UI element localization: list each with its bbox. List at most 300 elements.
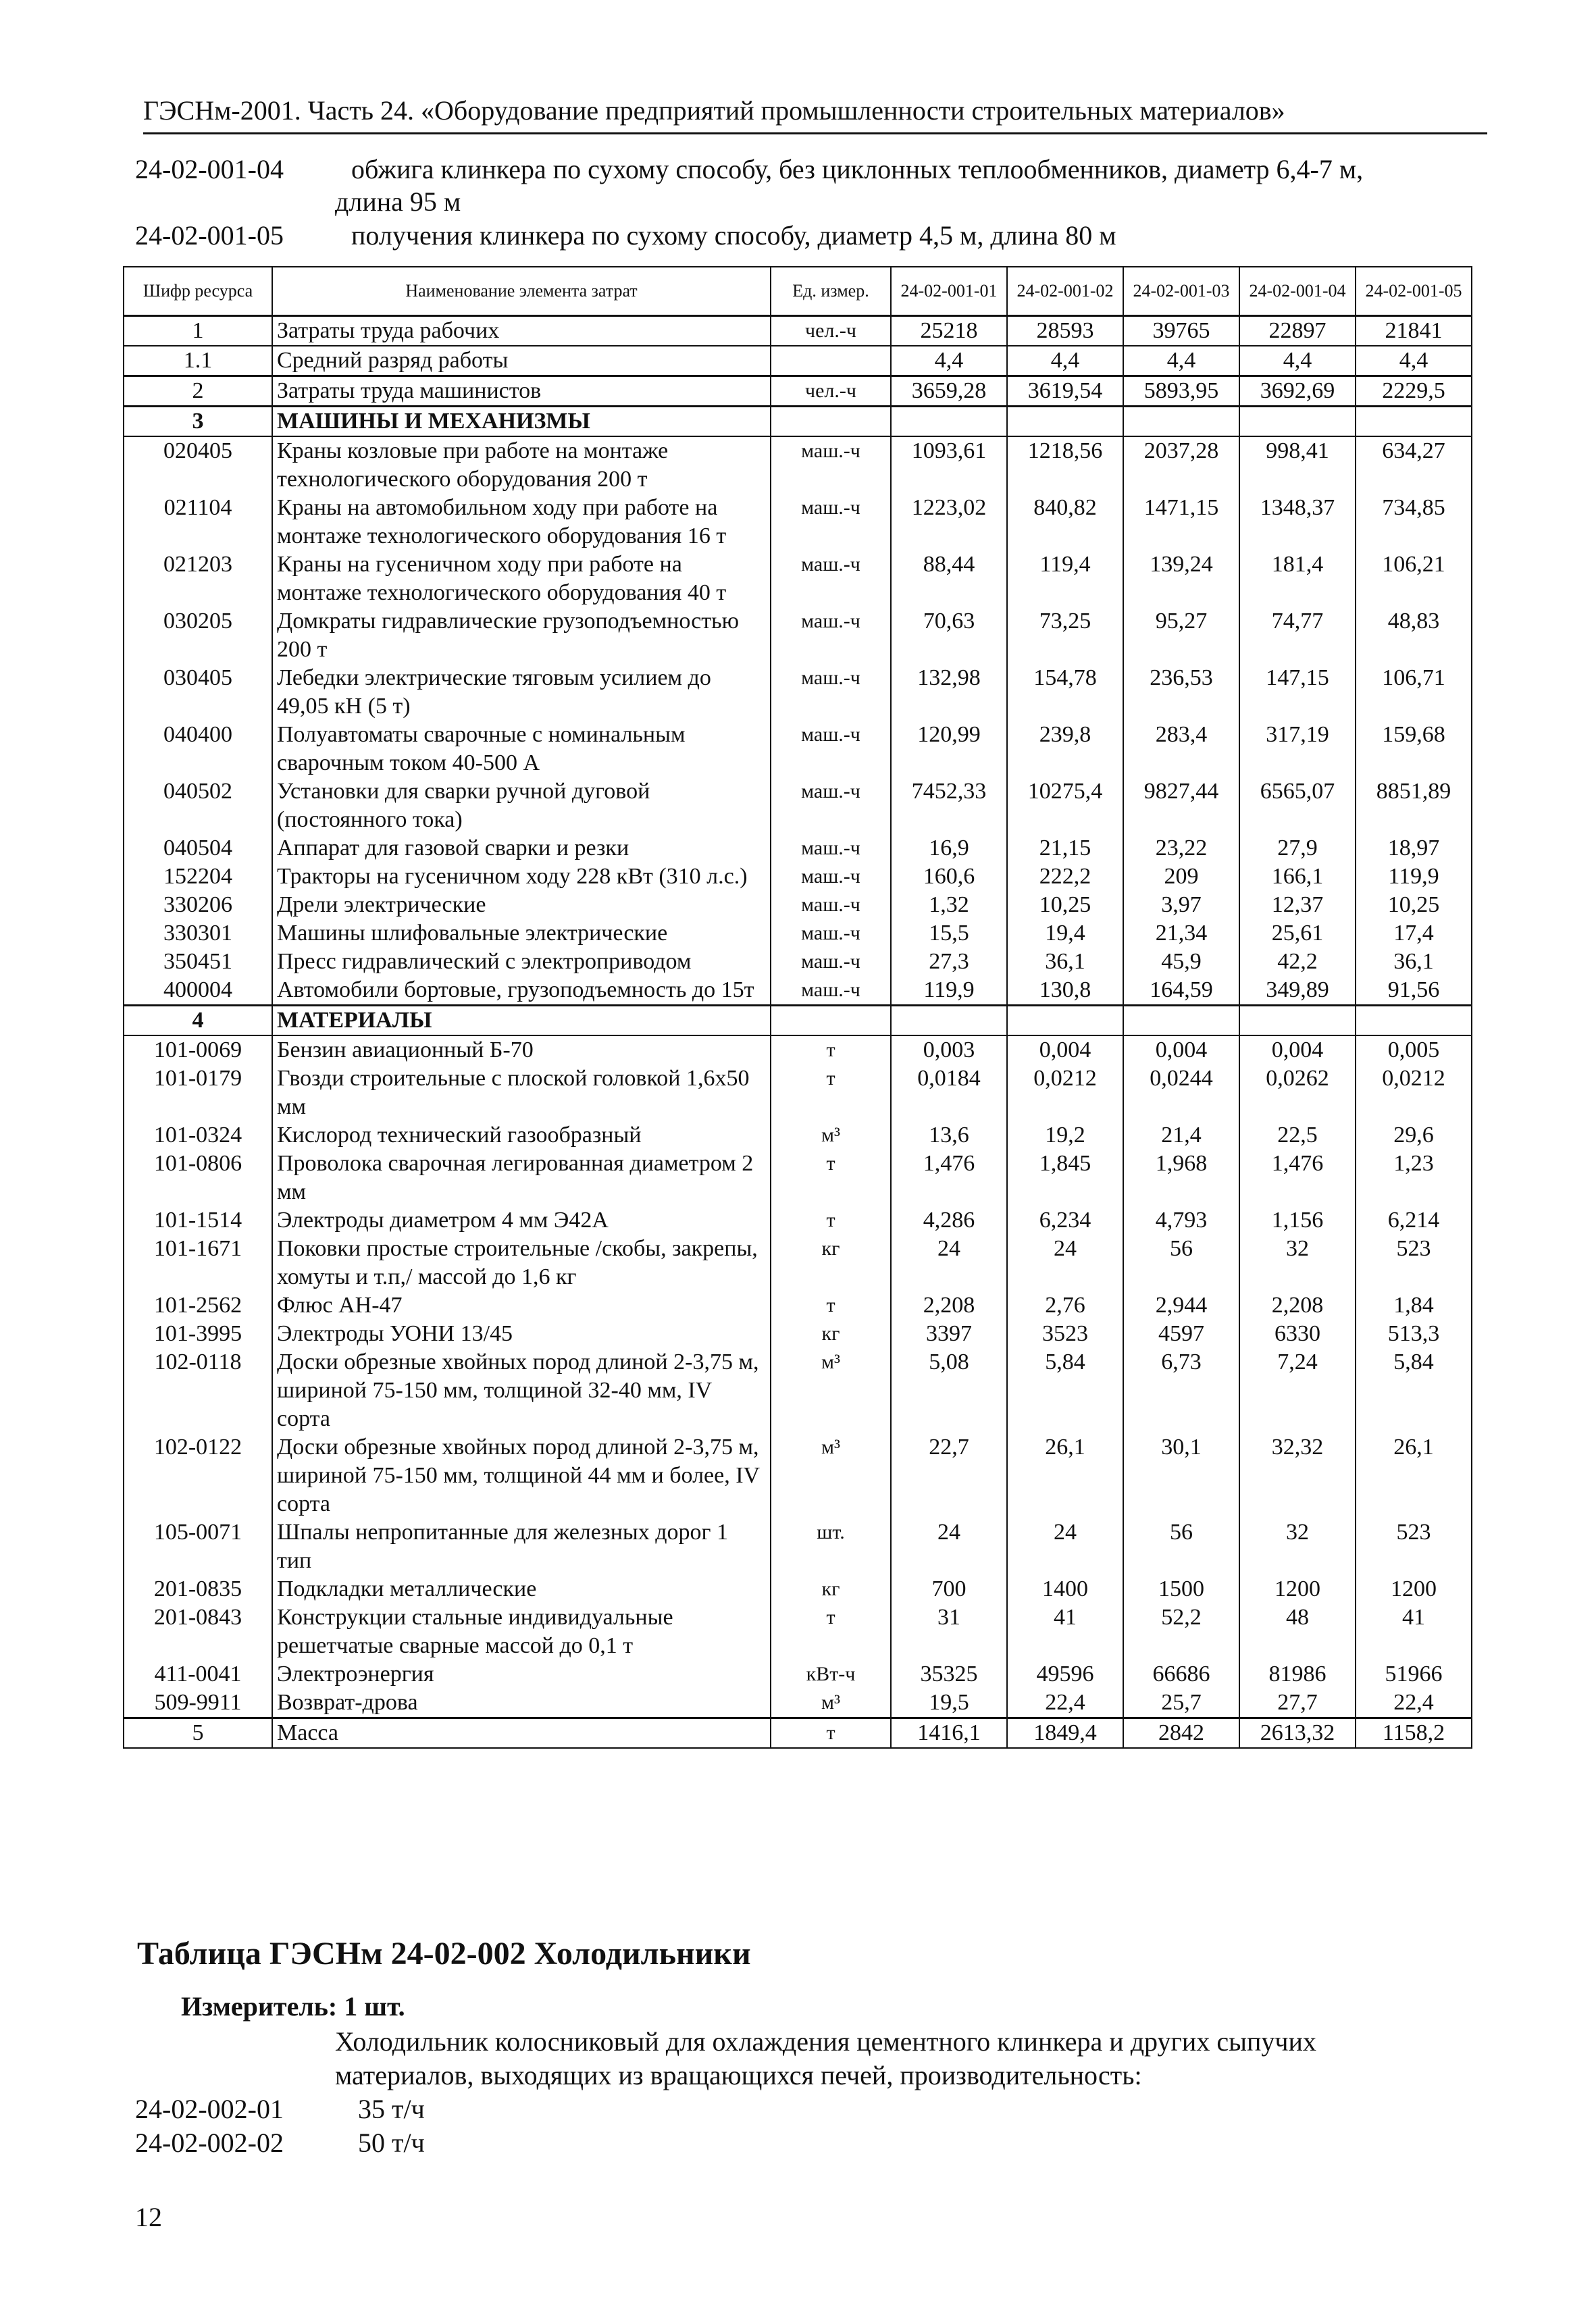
table-row bbox=[124, 1006, 1472, 1036]
cell-value: 5,08 bbox=[891, 1348, 1007, 1433]
cell-value: 3,97 bbox=[1123, 891, 1239, 919]
cell-unit: м³ bbox=[771, 1433, 891, 1518]
cell-unit: чел.-ч bbox=[771, 316, 891, 346]
resource-table bbox=[123, 266, 1472, 1749]
cell-value: 513,3 bbox=[1356, 1320, 1472, 1348]
cell-value: 1,476 bbox=[1239, 1150, 1356, 1206]
cell-value: 0,0244 bbox=[1123, 1064, 1239, 1121]
cell-value: 16,9 bbox=[891, 834, 1007, 863]
intro-desc: обжига клинкера по сухому способу, без циклонных теплообменников, диаметр 6,4-7 м, bbox=[351, 154, 1364, 184]
cell-name: Установки для сварки ручной дуговой (постоянного тока) bbox=[272, 777, 771, 834]
cell-value: 4,793 bbox=[1123, 1206, 1239, 1235]
cell-unit: кВт-ч bbox=[771, 1660, 891, 1689]
cell-name: Автомобили бортовые, грузоподъемность до 15т bbox=[272, 976, 771, 1006]
cell-value: 1,845 bbox=[1007, 1150, 1123, 1206]
cell-value: 1218,56 bbox=[1007, 436, 1123, 494]
cell-value: 3692,69 bbox=[1239, 376, 1356, 407]
cell-value: 6,73 bbox=[1123, 1348, 1239, 1433]
cell-unit: маш.-ч bbox=[771, 976, 891, 1006]
table-row bbox=[124, 1718, 1472, 1749]
cell-value: 29,6 bbox=[1356, 1121, 1472, 1150]
cell-name: Подкладки металлические bbox=[272, 1575, 771, 1603]
cell-value: 2,208 bbox=[891, 1291, 1007, 1320]
cell-unit: маш.-ч bbox=[771, 721, 891, 777]
cell-value: 2037,28 bbox=[1123, 436, 1239, 494]
table-row bbox=[124, 607, 1472, 664]
cell-value: 119,4 bbox=[1007, 550, 1123, 607]
cell-value: 8851,89 bbox=[1356, 777, 1472, 834]
cell-unit: м³ bbox=[771, 1348, 891, 1433]
cell-value: 4,4 bbox=[891, 346, 1007, 376]
table-row bbox=[124, 1689, 1472, 1718]
cell-name: Краны на автомобильном ходу при работе на монтаже технологического оборудования 16 т bbox=[272, 494, 771, 550]
cell-name: Возврат-дрова bbox=[272, 1689, 771, 1718]
cell-value: 52,2 bbox=[1123, 1603, 1239, 1660]
cell-value: 700 bbox=[891, 1575, 1007, 1603]
cell-value: 18,97 bbox=[1356, 834, 1472, 863]
header-col-5: 24-02-001-05 bbox=[1356, 267, 1472, 316]
cell-code: 350451 bbox=[124, 948, 272, 976]
cell-value: 6,214 bbox=[1356, 1206, 1472, 1235]
cell-value: 22,7 bbox=[891, 1433, 1007, 1518]
cell-value: 0,0212 bbox=[1356, 1064, 1472, 1121]
cell-value: 349,89 bbox=[1239, 976, 1356, 1006]
table-row bbox=[124, 1121, 1472, 1150]
cell-code: 3 bbox=[124, 407, 272, 437]
cell-value: 106,71 bbox=[1356, 664, 1472, 721]
cell-value: 9827,44 bbox=[1123, 777, 1239, 834]
cell-value bbox=[1239, 407, 1356, 437]
cell-value: 4,4 bbox=[1356, 346, 1472, 376]
cell-value: 32 bbox=[1239, 1518, 1356, 1575]
cell-value: 1,23 bbox=[1356, 1150, 1472, 1206]
table-row bbox=[124, 976, 1472, 1006]
cell-value: 0,0212 bbox=[1007, 1064, 1123, 1121]
cell-value: 48 bbox=[1239, 1603, 1356, 1660]
cell-name: Краны на гусеничном ходу при работе на монтаже технологического оборудования 40 т bbox=[272, 550, 771, 607]
cell-value: 132,98 bbox=[891, 664, 1007, 721]
cell-value: 27,9 bbox=[1239, 834, 1356, 863]
cell-unit: шт. bbox=[771, 1518, 891, 1575]
cell-code: 020405 bbox=[124, 436, 272, 494]
cell-unit: маш.-ч bbox=[771, 436, 891, 494]
table2-item-code: 24-02-002-01 bbox=[135, 2094, 284, 2124]
cell-code: 2 bbox=[124, 376, 272, 407]
cell-value: 5,84 bbox=[1007, 1348, 1123, 1433]
cell-name: Гвозди строительные с плоской головкой 1,6х50 мм bbox=[272, 1064, 771, 1121]
cell-code: 152204 bbox=[124, 863, 272, 891]
cell-value: 10,25 bbox=[1007, 891, 1123, 919]
cell-value: 1223,02 bbox=[891, 494, 1007, 550]
cell-value: 73,25 bbox=[1007, 607, 1123, 664]
table-row bbox=[124, 1291, 1472, 1320]
cell-unit bbox=[771, 1006, 891, 1036]
cell-value: 10275,4 bbox=[1007, 777, 1123, 834]
cell-value: 17,4 bbox=[1356, 919, 1472, 948]
cell-value: 1,32 bbox=[891, 891, 1007, 919]
cell-value: 2,208 bbox=[1239, 1291, 1356, 1320]
table-row bbox=[124, 1348, 1472, 1433]
table-row bbox=[124, 1035, 1472, 1064]
cell-code: 030405 bbox=[124, 664, 272, 721]
cell-unit: т bbox=[771, 1291, 891, 1320]
cell-value: 35325 bbox=[891, 1660, 1007, 1689]
cell-value: 22897 bbox=[1239, 316, 1356, 346]
table-row bbox=[124, 1064, 1472, 1121]
cell-name: Тракторы на гусеничном ходу 228 кВт (310 л.с.) bbox=[272, 863, 771, 891]
cell-value: 3619,54 bbox=[1007, 376, 1123, 407]
cell-value: 36,1 bbox=[1007, 948, 1123, 976]
cell-name: Кислород технический газообразный bbox=[272, 1121, 771, 1150]
cell-value: 56 bbox=[1123, 1235, 1239, 1291]
cell-value: 22,4 bbox=[1356, 1689, 1472, 1718]
cell-value: 27,7 bbox=[1239, 1689, 1356, 1718]
table-row bbox=[124, 1518, 1472, 1575]
cell-unit: маш.-ч bbox=[771, 494, 891, 550]
cell-value: 2229,5 bbox=[1356, 376, 1472, 407]
intro-desc-cont: длина 95 м bbox=[335, 186, 461, 217]
cell-value bbox=[891, 407, 1007, 437]
cell-value: 6,234 bbox=[1007, 1206, 1123, 1235]
table-row bbox=[124, 436, 1472, 494]
cell-code: 101-3995 bbox=[124, 1320, 272, 1348]
cell-unit: т bbox=[771, 1150, 891, 1206]
cell-value: 130,8 bbox=[1007, 976, 1123, 1006]
cell-value: 1849,4 bbox=[1007, 1718, 1123, 1749]
header-col-3: 24-02-001-03 bbox=[1123, 267, 1239, 316]
cell-unit: м³ bbox=[771, 1689, 891, 1718]
cell-value bbox=[1356, 1006, 1472, 1036]
cell-value: 13,6 bbox=[891, 1121, 1007, 1150]
cell-value: 222,2 bbox=[1007, 863, 1123, 891]
cell-unit: кг bbox=[771, 1235, 891, 1291]
table-row bbox=[124, 1660, 1472, 1689]
cell-unit: кг bbox=[771, 1575, 891, 1603]
cell-value: 41 bbox=[1356, 1603, 1472, 1660]
cell-value: 106,21 bbox=[1356, 550, 1472, 607]
cell-name: МАШИНЫ И МЕХАНИЗМЫ bbox=[272, 407, 771, 437]
table-row bbox=[124, 777, 1472, 834]
cell-code: 5 bbox=[124, 1718, 272, 1749]
cell-value: 159,68 bbox=[1356, 721, 1472, 777]
table-row bbox=[124, 664, 1472, 721]
table-row bbox=[124, 1235, 1472, 1291]
table2-item-value: 50 т/ч bbox=[358, 2128, 425, 2158]
table-row bbox=[124, 1320, 1472, 1348]
cell-value: 139,24 bbox=[1123, 550, 1239, 607]
cell-value: 164,59 bbox=[1123, 976, 1239, 1006]
cell-name: МАТЕРИАЛЫ bbox=[272, 1006, 771, 1036]
cell-value: 91,56 bbox=[1356, 976, 1472, 1006]
cell-value: 7452,33 bbox=[891, 777, 1007, 834]
table-row bbox=[124, 1433, 1472, 1518]
cell-value bbox=[891, 1006, 1007, 1036]
cell-name: Доски обрезные хвойных пород длиной 2-3,75 м, шириной 75-150 мм, толщиной 44 мм и более, IV сорта bbox=[272, 1433, 771, 1518]
cell-code: 1 bbox=[124, 316, 272, 346]
cell-unit: маш.-ч bbox=[771, 948, 891, 976]
table2-title: Таблица ГЭСНм 24-02-002 Холодильники bbox=[137, 1936, 751, 1972]
cell-value: 119,9 bbox=[891, 976, 1007, 1006]
cell-name: Средний разряд работы bbox=[272, 346, 771, 376]
cell-value: 51966 bbox=[1356, 1660, 1472, 1689]
cell-unit: т bbox=[771, 1206, 891, 1235]
cell-value: 634,27 bbox=[1356, 436, 1472, 494]
cell-value: 25,61 bbox=[1239, 919, 1356, 948]
cell-name: Электроэнергия bbox=[272, 1660, 771, 1689]
cell-value bbox=[1123, 1006, 1239, 1036]
cell-unit: маш.-ч bbox=[771, 664, 891, 721]
cell-value bbox=[1007, 1006, 1123, 1036]
cell-value: 154,78 bbox=[1007, 664, 1123, 721]
table-row bbox=[124, 1150, 1472, 1206]
cell-name: Электроды диаметром 4 мм Э42А bbox=[272, 1206, 771, 1235]
cell-code: 101-0806 bbox=[124, 1150, 272, 1206]
cell-value: 3397 bbox=[891, 1320, 1007, 1348]
header-col-1: 24-02-001-01 bbox=[891, 267, 1007, 316]
table2-measure: Измеритель: 1 шт. bbox=[181, 1991, 405, 2022]
cell-value: 1,156 bbox=[1239, 1206, 1356, 1235]
cell-value: 25,7 bbox=[1123, 1689, 1239, 1718]
cell-value: 42,2 bbox=[1239, 948, 1356, 976]
table-row bbox=[124, 834, 1472, 863]
table-row bbox=[124, 948, 1472, 976]
cell-unit: маш.-ч bbox=[771, 891, 891, 919]
cell-code: 400004 bbox=[124, 976, 272, 1006]
cell-value: 120,99 bbox=[891, 721, 1007, 777]
cell-value: 31 bbox=[891, 1603, 1007, 1660]
cell-code: 101-1514 bbox=[124, 1206, 272, 1235]
cell-value: 4,4 bbox=[1239, 346, 1356, 376]
cell-value: 0,003 bbox=[891, 1035, 1007, 1064]
header-col-2: 24-02-001-02 bbox=[1007, 267, 1123, 316]
cell-value: 0,004 bbox=[1123, 1035, 1239, 1064]
cell-code: 040502 bbox=[124, 777, 272, 834]
cell-unit: маш.-ч bbox=[771, 834, 891, 863]
cell-code: 1.1 bbox=[124, 346, 272, 376]
cell-name: Электроды УОНИ 13/45 bbox=[272, 1320, 771, 1348]
cell-value: 32 bbox=[1239, 1235, 1356, 1291]
cell-code: 101-1671 bbox=[124, 1235, 272, 1291]
cell-code: 021104 bbox=[124, 494, 272, 550]
cell-unit: т bbox=[771, 1603, 891, 1660]
cell-value: 19,2 bbox=[1007, 1121, 1123, 1150]
cell-value: 239,8 bbox=[1007, 721, 1123, 777]
cell-name: Пресс гидравлический с электроприводом bbox=[272, 948, 771, 976]
table-row bbox=[124, 376, 1472, 407]
cell-value: 48,83 bbox=[1356, 607, 1472, 664]
cell-name: Полуавтоматы сварочные с номинальным сварочным током 40-500 А bbox=[272, 721, 771, 777]
table-row bbox=[124, 316, 1472, 346]
cell-value: 1,84 bbox=[1356, 1291, 1472, 1320]
cell-value: 0,0184 bbox=[891, 1064, 1007, 1121]
table-row bbox=[124, 863, 1472, 891]
cell-name: Доски обрезные хвойных пород длиной 2-3,75 м, шириной 75-150 мм, толщиной 32-40 мм, IV сорта bbox=[272, 1348, 771, 1433]
cell-code: 030205 bbox=[124, 607, 272, 664]
cell-value: 1,476 bbox=[891, 1150, 1007, 1206]
cell-code: 101-0324 bbox=[124, 1121, 272, 1150]
cell-value: 74,77 bbox=[1239, 607, 1356, 664]
cell-value: 26,1 bbox=[1356, 1433, 1472, 1518]
header-unit: Ед. измер. bbox=[771, 267, 891, 316]
cell-value: 41 bbox=[1007, 1603, 1123, 1660]
cell-code: 101-0069 bbox=[124, 1035, 272, 1064]
cell-code: 102-0118 bbox=[124, 1348, 272, 1433]
cell-unit bbox=[771, 407, 891, 437]
cell-code: 4 bbox=[124, 1006, 272, 1036]
cell-value: 0,0262 bbox=[1239, 1064, 1356, 1121]
cell-unit: т bbox=[771, 1035, 891, 1064]
cell-value: 1093,61 bbox=[891, 436, 1007, 494]
cell-unit: маш.-ч bbox=[771, 550, 891, 607]
cell-value: 1,968 bbox=[1123, 1150, 1239, 1206]
cell-name: Домкраты гидравлические грузоподъемностью 200 т bbox=[272, 607, 771, 664]
cell-value: 25218 bbox=[891, 316, 1007, 346]
cell-value: 1500 bbox=[1123, 1575, 1239, 1603]
cell-value: 1416,1 bbox=[891, 1718, 1007, 1749]
cell-value: 119,9 bbox=[1356, 863, 1472, 891]
cell-name: Бензин авиационный Б-70 bbox=[272, 1035, 771, 1064]
cell-value: 22,5 bbox=[1239, 1121, 1356, 1150]
cell-value: 32,32 bbox=[1239, 1433, 1356, 1518]
cell-value: 2842 bbox=[1123, 1718, 1239, 1749]
intro-desc: получения клинкера по сухому способу, диаметр 4,5 м, длина 80 м bbox=[351, 220, 1116, 251]
cell-code: 330206 bbox=[124, 891, 272, 919]
table-row bbox=[124, 550, 1472, 607]
cell-unit: м³ bbox=[771, 1121, 891, 1150]
cell-value: 23,22 bbox=[1123, 834, 1239, 863]
cell-value: 317,19 bbox=[1239, 721, 1356, 777]
cell-unit: чел.-ч bbox=[771, 376, 891, 407]
cell-value: 166,1 bbox=[1239, 863, 1356, 891]
cell-value: 7,24 bbox=[1239, 1348, 1356, 1433]
cell-value: 1348,37 bbox=[1239, 494, 1356, 550]
cell-value: 840,82 bbox=[1007, 494, 1123, 550]
cell-value: 12,37 bbox=[1239, 891, 1356, 919]
cell-value: 1471,15 bbox=[1123, 494, 1239, 550]
page-header-title: ГЭСНм-2001. Часть 24. «Оборудование предприятий промышленности строительных материалов» bbox=[143, 95, 1285, 126]
cell-code: 330301 bbox=[124, 919, 272, 948]
cell-value: 160,6 bbox=[891, 863, 1007, 891]
cell-name: Шпалы непропитанные для железных дорог 1 тип bbox=[272, 1518, 771, 1575]
cell-value: 56 bbox=[1123, 1518, 1239, 1575]
table-row bbox=[124, 721, 1472, 777]
cell-value: 5,84 bbox=[1356, 1348, 1472, 1433]
cell-value: 1400 bbox=[1007, 1575, 1123, 1603]
cell-value: 24 bbox=[891, 1235, 1007, 1291]
table-body bbox=[124, 316, 1472, 1749]
cell-unit bbox=[771, 346, 891, 376]
cell-value: 209 bbox=[1123, 863, 1239, 891]
cell-name: Поковки простые строительные /скобы, закрепы, хомуты и т.п,/ массой до 1,6 кг bbox=[272, 1235, 771, 1291]
header-code: Шифр ресурса bbox=[124, 267, 272, 316]
cell-name: Лебедки электрические тяговым усилием до 49,05 кН (5 т) bbox=[272, 664, 771, 721]
cell-name: Аппарат для газовой сварки и резки bbox=[272, 834, 771, 863]
cell-value: 4,286 bbox=[891, 1206, 1007, 1235]
cell-value: 2613,32 bbox=[1239, 1718, 1356, 1749]
cell-value: 6565,07 bbox=[1239, 777, 1356, 834]
cell-value: 6330 bbox=[1239, 1320, 1356, 1348]
cell-name: Проволока сварочная легированная диаметром 2 мм bbox=[272, 1150, 771, 1206]
cell-value: 19,4 bbox=[1007, 919, 1123, 948]
table-row bbox=[124, 891, 1472, 919]
header-name: Наименование элемента затрат bbox=[272, 267, 771, 316]
cell-value: 0,004 bbox=[1007, 1035, 1123, 1064]
table-row bbox=[124, 407, 1472, 437]
cell-value: 1200 bbox=[1356, 1575, 1472, 1603]
cell-value: 0,005 bbox=[1356, 1035, 1472, 1064]
cell-value: 95,27 bbox=[1123, 607, 1239, 664]
table-row bbox=[124, 1206, 1472, 1235]
cell-code: 411-0041 bbox=[124, 1660, 272, 1689]
cell-unit: маш.-ч bbox=[771, 777, 891, 834]
cell-code: 101-0179 bbox=[124, 1064, 272, 1121]
cell-unit: т bbox=[771, 1064, 891, 1121]
cell-value: 181,4 bbox=[1239, 550, 1356, 607]
cell-value: 21841 bbox=[1356, 316, 1472, 346]
resource-table-wrap bbox=[123, 266, 1471, 1872]
cell-unit: маш.-ч bbox=[771, 919, 891, 948]
cell-value: 21,4 bbox=[1123, 1121, 1239, 1150]
cell-value: 49596 bbox=[1007, 1660, 1123, 1689]
table-row bbox=[124, 1575, 1472, 1603]
cell-value: 4597 bbox=[1123, 1320, 1239, 1348]
cell-value: 81986 bbox=[1239, 1660, 1356, 1689]
cell-value: 22,4 bbox=[1007, 1689, 1123, 1718]
cell-value: 147,15 bbox=[1239, 664, 1356, 721]
cell-value: 3523 bbox=[1007, 1320, 1123, 1348]
cell-value bbox=[1007, 407, 1123, 437]
cell-value: 36,1 bbox=[1356, 948, 1472, 976]
cell-name: Затраты труда машинистов bbox=[272, 376, 771, 407]
cell-value: 15,5 bbox=[891, 919, 1007, 948]
cell-value: 70,63 bbox=[891, 607, 1007, 664]
cell-value: 26,1 bbox=[1007, 1433, 1123, 1518]
cell-value: 24 bbox=[891, 1518, 1007, 1575]
cell-value bbox=[1239, 1006, 1356, 1036]
cell-code: 201-0835 bbox=[124, 1575, 272, 1603]
cell-value: 5893,95 bbox=[1123, 376, 1239, 407]
table-row bbox=[124, 919, 1472, 948]
cell-code: 105-0071 bbox=[124, 1518, 272, 1575]
cell-value: 24 bbox=[1007, 1518, 1123, 1575]
cell-unit: маш.-ч bbox=[771, 607, 891, 664]
cell-name: Флюс АН-47 bbox=[272, 1291, 771, 1320]
cell-unit: т bbox=[771, 1718, 891, 1749]
cell-code: 040400 bbox=[124, 721, 272, 777]
table-header-row bbox=[124, 267, 1472, 316]
intro-code: 24-02-001-04 bbox=[135, 154, 284, 184]
cell-value: 4,4 bbox=[1007, 346, 1123, 376]
cell-value: 283,4 bbox=[1123, 721, 1239, 777]
cell-value: 734,85 bbox=[1356, 494, 1472, 550]
table-row bbox=[124, 1603, 1472, 1660]
header-col-4: 24-02-001-04 bbox=[1239, 267, 1356, 316]
cell-value: 4,4 bbox=[1123, 346, 1239, 376]
cell-value: 0,004 bbox=[1239, 1035, 1356, 1064]
cell-value: 2,76 bbox=[1007, 1291, 1123, 1320]
cell-value: 27,3 bbox=[891, 948, 1007, 976]
cell-value: 45,9 bbox=[1123, 948, 1239, 976]
cell-value: 30,1 bbox=[1123, 1433, 1239, 1518]
cell-value: 236,53 bbox=[1123, 664, 1239, 721]
cell-code: 101-2562 bbox=[124, 1291, 272, 1320]
cell-value bbox=[1356, 407, 1472, 437]
cell-value: 1200 bbox=[1239, 1575, 1356, 1603]
cell-value: 19,5 bbox=[891, 1689, 1007, 1718]
cell-value bbox=[1123, 407, 1239, 437]
header-divider bbox=[143, 132, 1487, 134]
cell-name: Затраты труда рабочих bbox=[272, 316, 771, 346]
